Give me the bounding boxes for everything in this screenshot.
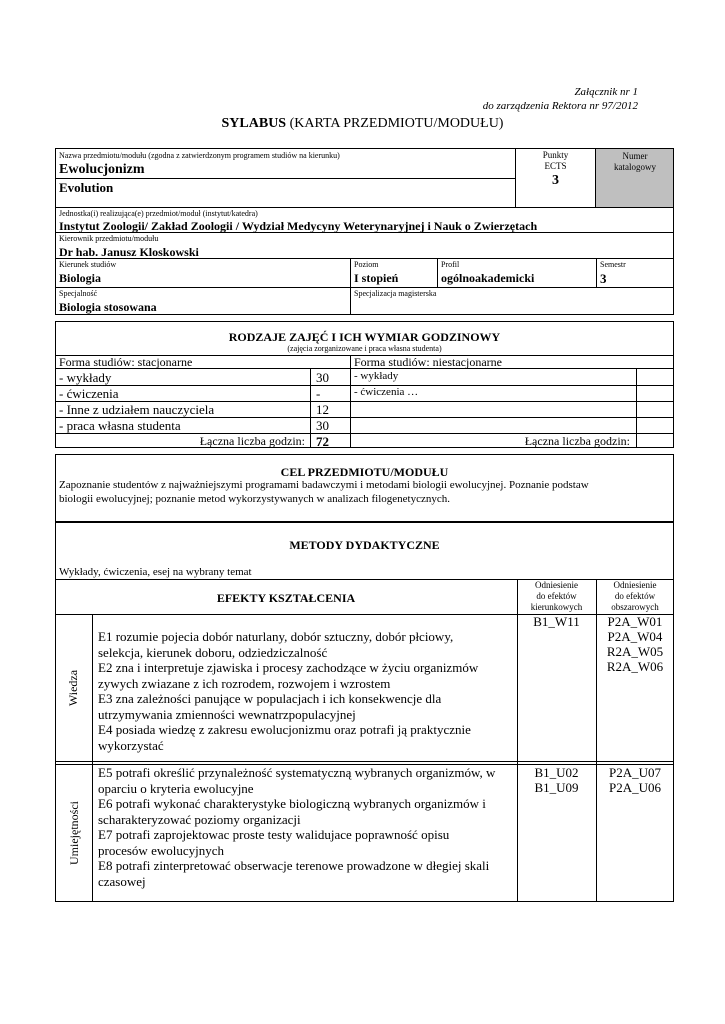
- outcome-line: E5 potrafi określić przynależność systematyczną wybranych organizmów, w: [98, 765, 496, 780]
- outcome-line: wykorzystać: [98, 737, 164, 753]
- skills-text: [98, 765, 512, 889]
- master-spec-label: Specjalizacja magisterska: [354, 289, 437, 298]
- profile-value: ogólnoakademicki: [441, 271, 535, 285]
- total-label: Łączna liczba godzin:: [199, 434, 305, 448]
- hours-row-label: - ćwiczenia: [59, 386, 119, 401]
- ref-field-line2: do efektów: [536, 591, 577, 601]
- knowledge-label: Wiedza: [66, 669, 81, 706]
- ects-label-line2: ECTS: [544, 161, 567, 171]
- goal-line-2: biologii ewolucyjnej; poznanie metod wykorzystywanych w analizach filogenetycznych.: [59, 493, 450, 505]
- ects-value: 3: [552, 173, 559, 188]
- outcome-line: E1 rozumie pojecia dobór naturlany, dobór sztuczny, dobór płciowy,: [98, 629, 454, 644]
- outcome-line: utrzymywania zmienności wewnatrzpopulacyjnej: [98, 706, 356, 722]
- area-ref: R2A_W06: [606, 659, 664, 674]
- outcome-line: E6 potrafi wykonać charakterystyke biologiczną wybranych organizmów i: [98, 796, 486, 811]
- knowledge-field-refs: [517, 614, 596, 629]
- specialty-label: Specjalność: [59, 289, 98, 298]
- outcome-line: E4 posiada wiedzę z zakresu ewolucjonizmu oraz potrafi ją praktycznie: [98, 722, 471, 737]
- skills-field-refs: [517, 765, 596, 795]
- outcomes-title: EFEKTY KSZTAŁCENIA: [216, 591, 356, 605]
- semester-label: Semestr: [600, 260, 626, 269]
- field-ref: B1_U02: [534, 765, 579, 780]
- methods-title: METODY DYDAKTYCZNE: [289, 538, 440, 552]
- ns-total-label: Łączna liczba godzin:: [524, 434, 630, 448]
- outcome-line: E2 zna i interpretuje zjawiska i procesy zachodzące w życiu organizmów: [98, 660, 479, 675]
- course-name-label: Nazwa przedmiotu/modułu (zgodna z zatwierdzonym programem studiów na kierunku): [59, 151, 340, 160]
- stationary-label: Forma studiów: stacjonarne: [59, 355, 193, 369]
- hours-row-label: - Inne z udziałem nauczyciela: [59, 402, 215, 417]
- outcome-line: zywych zwiazane z ich rozrodem, rozwojem i wzrostem: [98, 675, 391, 691]
- catalog-label: [596, 151, 674, 173]
- ref-area-line3: obszarowych: [611, 602, 659, 612]
- hours-row-value: -: [316, 386, 321, 401]
- ects-label: [516, 150, 595, 172]
- catalog-label-line2: katalogowy: [614, 162, 656, 172]
- area-ref: R2A_W05: [606, 644, 664, 659]
- goal-title: CEL PRZEDMIOTU/MODUŁU: [280, 465, 449, 479]
- hours-row-value: 30: [316, 370, 329, 385]
- head-label: Kierownik przedmiotu/modułu: [59, 234, 159, 243]
- knowledge-label-cell: [55, 614, 92, 761]
- ref-field-header: [517, 580, 596, 613]
- ref-field-line3: kierunkowych: [530, 602, 583, 612]
- outcome-line: E7 potrafi zaprojektowac proste testy walidujace poprawność opisu: [98, 827, 450, 842]
- outcome-line: scharakteryzować poziomy organizacji: [98, 811, 301, 827]
- hours-title: RODZAJE ZAJĘĆ I ICH WYMIAR GODZINOWY: [228, 330, 501, 344]
- area-ref: P2A_U06: [608, 780, 661, 795]
- title-rest: (KARTA PRZEDMIOTU/MODUŁU): [289, 116, 504, 131]
- course-name-pl: Ewolucjonizm: [59, 162, 145, 177]
- ects-label-line1: Punkty: [542, 150, 569, 160]
- ns-row-label: - wykłady: [354, 370, 399, 382]
- knowledge-text: [98, 629, 478, 753]
- ns-row-label: - ćwiczenia …: [354, 386, 419, 398]
- profile-label: Profil: [441, 260, 460, 269]
- field-ref: B1_W11: [533, 614, 580, 629]
- area-ref: P2A_W04: [607, 629, 663, 644]
- specialty-value: Biologia stosowana: [59, 300, 157, 314]
- hours-row-label: - praca własna studenta: [59, 418, 181, 433]
- annex-label: Załącznik nr 1: [574, 86, 638, 98]
- title-bold: SYLABUS: [221, 116, 287, 131]
- outcome-line: czasowej: [98, 873, 146, 889]
- ref-area-header: [596, 580, 674, 613]
- ref-area-line2: do efektów: [614, 591, 656, 601]
- field-ref: B1_U09: [534, 780, 579, 795]
- unit-label: Jednostka(i) realizująca(e) przedmiot/moduł (instytut/katedra): [59, 209, 258, 218]
- outcome-line: procesów ewolucyjnych: [98, 842, 224, 858]
- ref-field-line1: Odniesienie: [535, 580, 578, 590]
- outcome-line: E3 zna zależności panujące w populacjach i ich konsekwencje dla: [98, 691, 442, 706]
- page-title: [0, 116, 725, 132]
- knowledge-area-refs: [596, 614, 674, 674]
- skills-area-refs: [596, 765, 674, 795]
- skills-label: Umiejętności: [66, 801, 81, 865]
- course-name-en: Evolution: [59, 180, 114, 195]
- hours-row-value: 30: [316, 418, 329, 433]
- semester-value: 3: [600, 271, 607, 286]
- goal-line-1: Zapoznanie studentów z najważniejszymi programami badawczymi i metodami biologii ewolucyjnej. Poznanie podstaw: [59, 479, 589, 491]
- methods-text: Wykłady, ćwiczenia, esej na wybrany temat: [59, 566, 252, 578]
- outcome-line: oparciu o kryteria ewolucyjne: [98, 780, 254, 796]
- catalog-label-line1: Numer: [622, 151, 648, 161]
- level-label: Poziom: [354, 260, 379, 269]
- area-ref: P2A_U07: [608, 765, 661, 780]
- skills-label-cell: [55, 764, 92, 902]
- field-label: Kierunek studiów: [59, 260, 117, 269]
- nonstationary-label: Forma studiów: niestacjonarne: [354, 355, 502, 369]
- decree-label: do zarządzenia Rektora nr 97/2012: [482, 100, 638, 112]
- hours-row-label: - wykłady: [59, 370, 112, 385]
- ref-area-line1: Odniesienie: [613, 580, 657, 590]
- outcome-line: E8 potrafi zinterpretować obserwacje terenowe prowadzone w dłegiej skali: [98, 858, 490, 873]
- field-value: Biologia: [59, 271, 102, 285]
- level-value: I stopień: [354, 271, 399, 285]
- outcome-line: selekcja, kierunek doboru, odziedziczalność: [98, 644, 328, 660]
- head-value: Dr hab. Janusz Kloskowski: [59, 245, 199, 259]
- hours-row-value: 12: [316, 402, 329, 417]
- hours-subtitle: (zajęcia zorganizowane i praca własna studenta): [287, 344, 442, 353]
- unit-value: Instytut Zoologii/ Zakład Zoologii / Wydział Medycyny Weterynaryjnej i Nauk o Zwierzętach: [59, 219, 538, 233]
- total-value: 72: [316, 434, 329, 449]
- area-ref: P2A_W01: [607, 614, 663, 629]
